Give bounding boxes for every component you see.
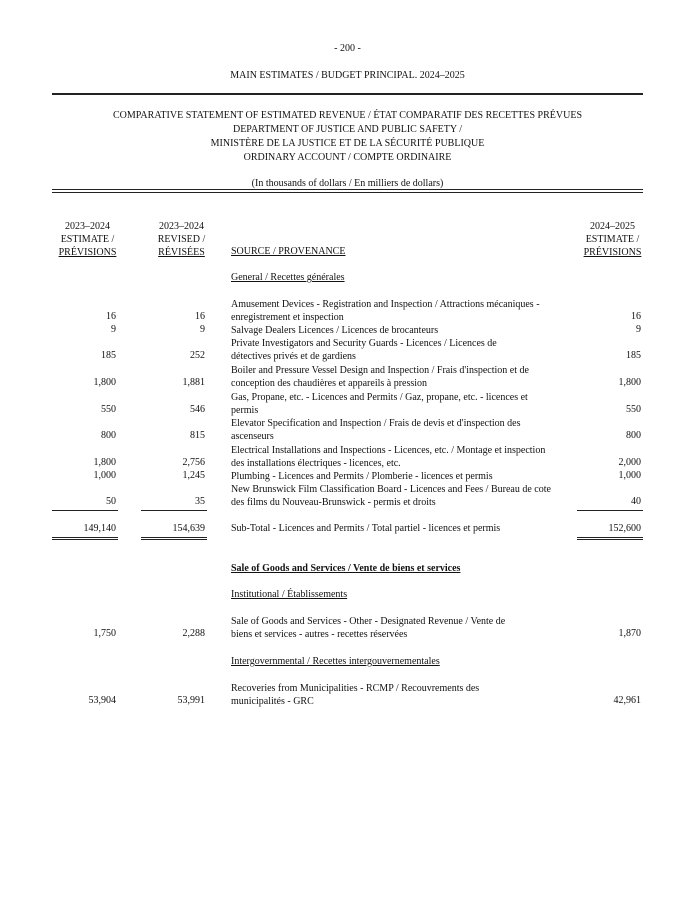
row-description-line: Amusement Devices - Registration and Inspection / Attractions mécaniques - bbox=[231, 299, 540, 310]
cell-revised: 815 bbox=[190, 430, 205, 441]
cell-revised: 9 bbox=[200, 324, 205, 335]
subtotal-double-rule-estimate-1 bbox=[52, 537, 118, 538]
row-description bbox=[231, 337, 561, 363]
cell-estimate: 185 bbox=[101, 350, 116, 361]
cell-revised: 252 bbox=[190, 350, 205, 361]
cell-revised: 2,756 bbox=[182, 457, 205, 468]
cell-estimate: 53,904 bbox=[88, 695, 116, 706]
col-header-year: 2024–2025 bbox=[590, 221, 635, 232]
title-double-rule-bottom bbox=[52, 192, 643, 193]
subtotal-rule-next bbox=[577, 510, 643, 511]
running-title: MAIN ESTIMATES / BUDGET PRINCIPAL. 2024–2025 bbox=[230, 70, 465, 81]
row-description-line: municipalités - GRC bbox=[231, 696, 314, 707]
row-description-line: Electrical Installations and Inspections - Licences, etc. / Montage et inspection bbox=[231, 445, 546, 456]
account-title: ORDINARY ACCOUNT / COMPTE ORDINAIRE bbox=[243, 152, 452, 163]
row-description-line: Sale of Goods and Services - Other - Designated Revenue / Vente de bbox=[231, 616, 506, 627]
row-description-line: Salvage Dealers Licences / Licences de brocanteurs bbox=[231, 325, 439, 336]
cell-revised: 1,245 bbox=[182, 470, 205, 481]
department-title-en: DEPARTMENT OF JUSTICE AND PUBLIC SAFETY / bbox=[232, 124, 463, 135]
title-double-rule-top bbox=[52, 189, 643, 190]
row-description-line: conception des chaudières et appareils à pression bbox=[231, 378, 428, 389]
row-description bbox=[231, 324, 561, 337]
section-heading-institutional: Institutional / Établissements bbox=[231, 589, 348, 600]
row-description bbox=[231, 470, 561, 483]
subtotal-next-estimate: 152,600 bbox=[608, 523, 641, 534]
subtotal-double-rule-next-2 bbox=[577, 539, 643, 540]
row-description-line: des installations électriques - licences, etc. bbox=[231, 458, 401, 469]
row-description-line: enregistrement et inspection bbox=[231, 312, 344, 323]
row-description-line: permis bbox=[231, 405, 259, 416]
subtotal-label: Sub-Total - Licences and Permits / Total partiel - licences et permis bbox=[231, 523, 501, 534]
row-description bbox=[231, 417, 561, 443]
row-description bbox=[231, 298, 561, 324]
subtotal-rule-estimate bbox=[52, 510, 118, 511]
cell-estimate: 16 bbox=[106, 311, 116, 322]
col-header-estimate-2024 bbox=[575, 220, 650, 259]
department-title-fr: MINISTÈRE DE LA JUSTICE ET DE LA SÉCURITÉ PUBLIQUE bbox=[210, 138, 485, 149]
cell-estimate: 9 bbox=[111, 324, 116, 335]
cell-next-estimate: 16 bbox=[631, 311, 641, 322]
header-rule bbox=[52, 93, 643, 95]
section-heading-sale-of-goods: Sale of Goods and Services / Vente de biens et services bbox=[231, 563, 461, 574]
cell-next-estimate: 800 bbox=[626, 430, 641, 441]
col-header-year: 2023–2024 bbox=[159, 221, 204, 232]
statement-title: COMPARATIVE STATEMENT OF ESTIMATED REVENUE / ÉTAT COMPARATIF DES RECETTES PRÉVUES bbox=[113, 110, 582, 121]
row-description-line: biens et services - autres - recettes réservées bbox=[231, 629, 408, 640]
row-description bbox=[231, 682, 561, 708]
subtotal-rule-revised bbox=[141, 510, 207, 511]
cell-next-estimate: 1,870 bbox=[618, 628, 641, 639]
subtotal-estimate: 149,140 bbox=[83, 523, 116, 534]
row-description bbox=[231, 483, 561, 509]
cell-revised: 35 bbox=[195, 496, 205, 507]
cell-estimate: 1,000 bbox=[93, 470, 116, 481]
col-header-year: 2023–2024 bbox=[65, 221, 110, 232]
row-description bbox=[231, 391, 561, 417]
col-header-label: REVISED / bbox=[157, 234, 206, 245]
subtotal-revised: 154,639 bbox=[172, 523, 205, 534]
cell-estimate: 1,750 bbox=[93, 628, 116, 639]
row-description-line: Plumbing - Licences and Permits / Plomberie - licences et permis bbox=[231, 471, 493, 482]
row-description-line: des films du Nouveau-Brunswick - permis et droits bbox=[231, 497, 436, 508]
cell-next-estimate: 1,800 bbox=[618, 377, 641, 388]
cell-next-estimate: 185 bbox=[626, 350, 641, 361]
cell-estimate: 1,800 bbox=[93, 377, 116, 388]
cell-next-estimate: 550 bbox=[626, 404, 641, 415]
cell-revised: 53,991 bbox=[177, 695, 205, 706]
cell-revised: 1,881 bbox=[182, 377, 205, 388]
col-header-revised-2023 bbox=[144, 220, 219, 259]
cell-next-estimate: 42,961 bbox=[613, 695, 641, 706]
cell-revised: 2,288 bbox=[182, 628, 205, 639]
col-header-source: SOURCE / PROVENANCE bbox=[231, 246, 346, 257]
cell-estimate: 800 bbox=[101, 430, 116, 441]
units-note: (In thousands of dollars / En milliers de dollars) bbox=[251, 178, 444, 189]
row-description bbox=[231, 364, 561, 390]
cell-estimate: 550 bbox=[101, 404, 116, 415]
cell-next-estimate: 1,000 bbox=[618, 470, 641, 481]
row-description-line: ascenseurs bbox=[231, 431, 274, 442]
col-header-label-fr: PRÉVISIONS bbox=[58, 247, 117, 258]
row-description-line: Elevator Specification and Inspection / Frais de devis et d'inspection des bbox=[231, 418, 521, 429]
col-header-estimate-2023 bbox=[50, 220, 125, 259]
col-header-label-fr: RÉVISÉES bbox=[158, 247, 205, 258]
row-description-line: Gas, Propane, etc. - Licences and Permits / Gaz, propane, etc. - licences et bbox=[231, 392, 528, 403]
section-heading-general: General / Recettes générales bbox=[231, 272, 345, 283]
row-description-line: détectives privés et de gardiens bbox=[231, 351, 356, 362]
col-header-label: ESTIMATE / bbox=[60, 234, 115, 245]
row-description-line: Boiler and Pressure Vessel Design and Inspection / Frais d'inspection et de bbox=[231, 365, 529, 376]
subtotal-double-rule-revised-2 bbox=[141, 539, 207, 540]
cell-estimate: 1,800 bbox=[93, 457, 116, 468]
row-description-line: Private Investigators and Security Guards - Licences / Licences de bbox=[231, 338, 497, 349]
page-number: - 200 - bbox=[334, 43, 361, 54]
section-heading-intergovernmental: Intergovernmental / Recettes intergouvernementales bbox=[231, 656, 440, 667]
row-description bbox=[231, 615, 561, 641]
cell-next-estimate: 2,000 bbox=[618, 457, 641, 468]
subtotal-double-rule-revised-1 bbox=[141, 537, 207, 538]
col-header-label-fr: PRÉVISIONS bbox=[583, 247, 642, 258]
subtotal-double-rule-next-1 bbox=[577, 537, 643, 538]
cell-next-estimate: 9 bbox=[636, 324, 641, 335]
col-header-label: ESTIMATE / bbox=[585, 234, 640, 245]
row-description bbox=[231, 444, 561, 470]
cell-revised: 546 bbox=[190, 404, 205, 415]
row-description-line: New Brunswick Film Classification Board - Licences and Fees / Bureau de cote bbox=[231, 484, 551, 495]
row-description-line: Recoveries from Municipalities - RCMP / Recouvrements des bbox=[231, 683, 480, 694]
cell-next-estimate: 40 bbox=[631, 496, 641, 507]
subtotal-double-rule-estimate-2 bbox=[52, 539, 118, 540]
cell-revised: 16 bbox=[195, 311, 205, 322]
cell-estimate: 50 bbox=[106, 496, 116, 507]
